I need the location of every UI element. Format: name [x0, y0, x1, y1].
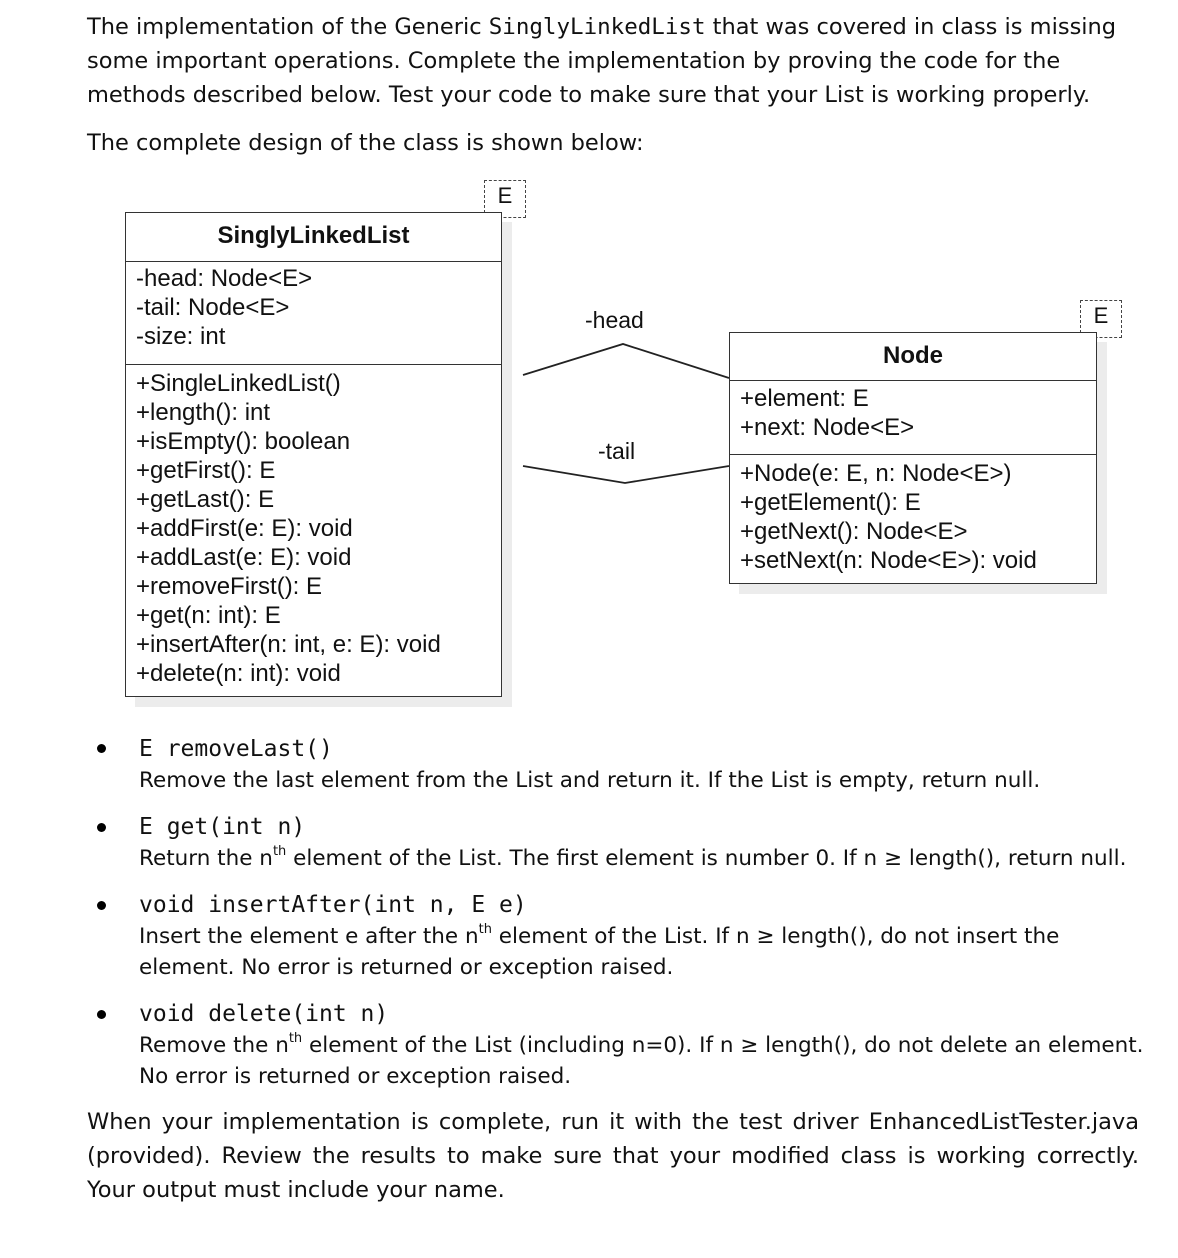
node-method: +Node(e: E, n: Node<E>) [740, 460, 1012, 487]
tail-association-line [523, 466, 729, 483]
method-description [139, 1030, 1149, 1092]
singly-method: +isEmpty(): boolean [136, 428, 351, 455]
node-attribute: +element: E [740, 385, 869, 412]
method-description-text: element of the List. The first element is number 0. If n ≥ length(), return null. [286, 846, 1127, 871]
method-item [139, 890, 1149, 983]
tail-association-label: -tail [598, 438, 636, 464]
singly-method: +getLast(): E [136, 486, 275, 513]
node-generic-param: E [1080, 300, 1122, 338]
node-class-name: Node [730, 333, 1096, 381]
method-description-text: element of the List (including n=0). If n ≥ length(), do not delete an element. No error is returned or exception raised. [139, 1033, 1144, 1089]
node-attribute: +next: Node<E> [740, 414, 915, 441]
method-signature: void delete(int n) [139, 1001, 389, 1027]
node-methods [730, 455, 1096, 575]
bullet-icon [97, 1010, 106, 1019]
method-description [139, 765, 1149, 796]
singly-attribute: -size: int [136, 323, 226, 350]
bullet-icon [97, 901, 106, 910]
method-description-text: Insert the element e after the n [139, 924, 479, 949]
singly-class-name: SinglyLinkedList [126, 213, 501, 262]
method-item [139, 812, 1149, 874]
method-description [139, 843, 1149, 874]
method-description-text: Remove the n [139, 1033, 289, 1058]
head-association-line [523, 344, 729, 378]
singly-method: +SingleLinkedList() [136, 370, 341, 397]
singly-method: +get(n: int): E [136, 602, 281, 629]
superscript-th: th [478, 921, 492, 937]
singly-method: +addLast(e: E): void [136, 544, 352, 571]
node-method: +getNext(): Node<E> [740, 518, 968, 545]
method-description-text: Return the n [139, 846, 273, 871]
closing-paragraph: When your implementation is complete, run it with the test driver EnhancedListTester.java (provided). Review the results to make sure that your modified class is working correctly. Your output must include your name. [87, 1109, 1139, 1203]
singly-method: +delete(n: int): void [136, 660, 341, 687]
singly-method: +removeFirst(): E [136, 573, 323, 600]
method-description-text: Remove the last element from the List and return it. If the List is empty, return null. [139, 768, 1041, 793]
superscript-th: th [272, 843, 287, 859]
singly-generic-param: E [484, 180, 526, 218]
node-class [729, 332, 1097, 584]
method-item [139, 734, 1149, 796]
singly-method: +length(): int [136, 399, 271, 426]
singly-method: +insertAfter(n: int, e: E): void [136, 631, 441, 658]
node-method: +setNext(n: Node<E>): void [740, 547, 1037, 574]
node-method: +getElement(): E [740, 489, 921, 516]
method-description [139, 921, 1149, 983]
head-association-label: -head [585, 307, 644, 333]
intro-text-after: that was covered in class is missing some important operations. Complete the implementation by proving the code for the methods described below. Test your code to make sure that your List is working properly. [87, 14, 1117, 108]
method-item [139, 999, 1149, 1092]
method-signature: void insertAfter(int n, E e) [139, 892, 527, 918]
method-description-text: element of the List. If n ≥ length(), do not insert the element. No error is returned or exception raised. [139, 924, 1060, 980]
singly-method: +addFirst(e: E): void [136, 515, 353, 542]
bullet-icon [97, 823, 106, 832]
bullet-icon [97, 744, 106, 753]
method-signature: E get(int n) [139, 814, 306, 840]
intro-text-before: The implementation of the Generic [87, 14, 489, 40]
superscript-th: th [288, 1030, 303, 1046]
singly-attribute: -tail: Node<E> [136, 294, 290, 321]
node-attributes [730, 381, 1096, 455]
method-signature: E removeLast() [139, 736, 333, 762]
singly-attribute: -head: Node<E> [136, 265, 313, 292]
design-heading: The complete design of the class is shown below: [87, 130, 644, 156]
class-name-inline: SinglyLinkedList [488, 14, 706, 40]
singly-method: +getFirst(): E [136, 457, 276, 484]
